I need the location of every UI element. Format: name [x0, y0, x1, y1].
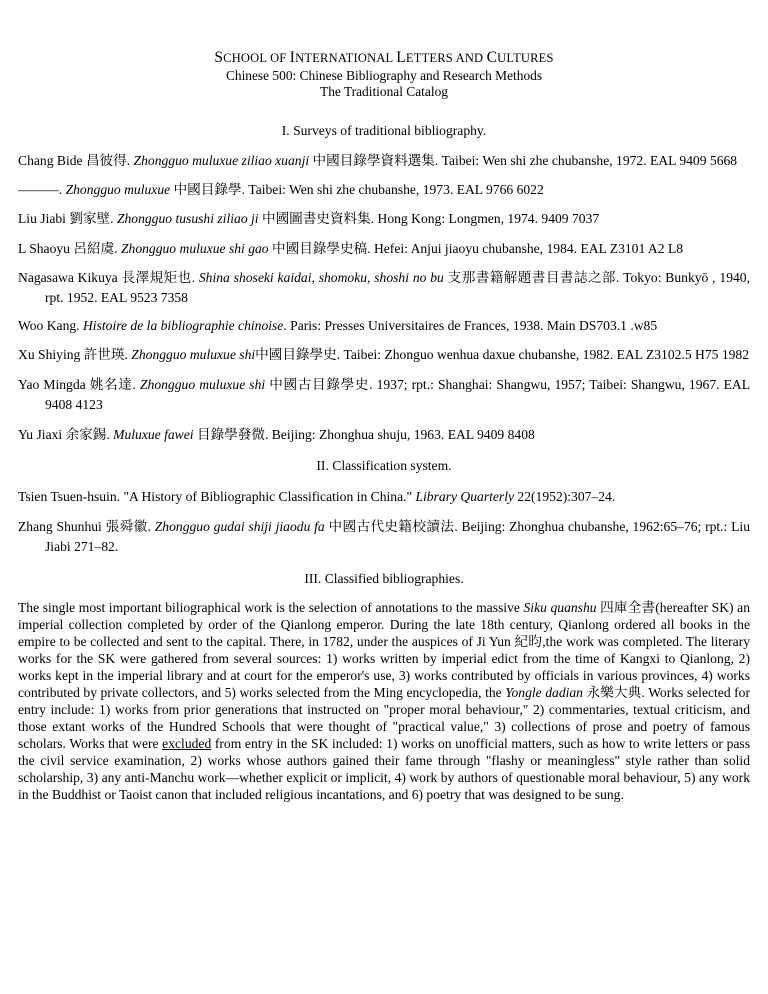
reference-entry: Nagasawa Kikuya 長澤規矩也. Shina shoseki kaidai, shomoku, shoshi no bu 支那書籍解題書目書誌之部. Tokyo: Bunkyō , 1940, rpt. 1952. EAL 9523 7358: [18, 270, 750, 305]
body-paragraph: The single most important biliographical work is the selection of annotations to the massive Siku quanshu 四庫全書(hereafter SK) an imperial collection completed by order of the Qianlong emperor. During the late 18th century, Qianlong ordered all books in the empire to be collected and sent to the capital. There, in 1782, under the auspices of Ji Yun 紀昀,the work was completed. The literary works for the SK were gathered from several sources: 1) works written by imperial edict from the time of Kangxi to Qianlong, 2) works kept in the imperial library and at court for the emperor's use, 3) works contributed by officials in various provinces, 4) works contributed by private collectors, and 5) works selected from the Ming encyclopedia, the Yongle dadian 永樂大典. Works selected for entry include: 1) works from prior generations that instructed on "proper moral behaviour," 2) commentaries, textual criticism, and those extant works of the Hundred Schools that were thought of "practical value," 3) collections of prose and poetry of famous scholars. Works that were excluded from entry in the SK included: 1) works on unofficial matters, such as how to write letters or pass the civil service examination, 2) works whose authors gained their fame through "flashy or meaningless" style rather than solid scholarship, 3) any anti-Manchu work—whether explicit or implicit, 4) work by authors of questionable moral behaviour, 5) any work in the Buddhist or Taoist canon that included religious incantations, and 6) poetry that was designed to be sung.: [18, 600, 750, 802]
reference-entry: L Shaoyu 呂紹虞. Zhongguo muluxue shi gao 中國目錄學史稿. Hefei: Anjui jiaoyu chubanshe, 1984. EAL Z3101 A2 L8: [18, 241, 684, 256]
reference-entry: Xu Shiying 許世瑛. Zhongguo muluxue shi中國目錄學史. Taibei: Zhonguo wenhua daxue chubanshe, 1982. EAL Z3102.5 H75 1982: [18, 347, 750, 362]
reference-entry: Tsien Tsuen-hsuin. "A History of Bibliographic Classification in China." Library Quarterly 22(1952):307–24.: [18, 489, 616, 504]
reference-entry: Chang Bide 昌彼得. Zhongguo muluxue ziliao xuanji 中國目錄學資料選集. Taibei: Wen shi zhe chubanshe, 1972. EAL 9409 5668: [18, 153, 738, 168]
title-word: INTERNATIONAL: [289, 49, 397, 66]
reference-entry: Liu Jiabi 劉家壁. Zhongguo tusushi ziliao ji 中國圖書史資料集. Hong Kong: Longmen, 1974. 9409 7037: [18, 211, 600, 226]
section-heading-surveys: I. Surveys of traditional bibliography.: [281, 123, 487, 138]
section-heading-classified: III. Classified bibliographies.: [304, 571, 464, 586]
reference-entry: Woo Kang. Histoire de la bibliographie chinoise. Paris: Presses Universitaires de Frances, 1938. Main DS703.1 .w85: [18, 318, 658, 333]
title-word: SCHOOL OF: [214, 49, 290, 66]
yongle-dadian-title: Yongle dadian: [505, 685, 583, 700]
siku-quanshu-title: Siku quanshu: [523, 600, 597, 615]
reference-list-surveys: [18, 151, 750, 445]
excluded-emphasis: excluded: [162, 736, 212, 751]
reference-entry: ———. Zhongguo muluxue 中國目錄學. Taibei: Wen shi zhe chubanshe, 1973. EAL 9766 6022: [18, 182, 544, 197]
reference-entry: Yao Mingda 姚名達. Zhongguo muluxue shi 中國古目錄學史. 1937; rpt.: Shanghai: Shangwu, 1957; Taibei: Shangwu, 1967. EAL 9408 4123: [18, 377, 751, 412]
reference-entry: Yu Jiaxi 余家錫. Muluxue fawei 目錄學發微. Beijing: Zhonghua shuju, 1963. EAL 9409 8408: [18, 427, 535, 442]
title-word: CULTURES: [486, 49, 554, 66]
document-page: [18, 48, 750, 803]
title-word: LETTERS AND: [396, 49, 487, 66]
reference-entry: Zhang Shunhui 張舜徽. Zhongguo gudai shiji jiaodu fa 中國古代史籍校讀法. Beijing: Zhonghua chubanshe, 1962:65–76; rpt.: Liu Jiabi 271–82.: [18, 519, 751, 554]
document-subtitle: The Traditional Catalog: [320, 84, 448, 99]
school-title: [18, 48, 750, 68]
course-title: Chinese 500: Chinese Bibliography and Research Methods: [225, 68, 543, 83]
reference-list-classification: [18, 487, 750, 557]
section-heading-classification: II. Classification system.: [316, 458, 452, 473]
